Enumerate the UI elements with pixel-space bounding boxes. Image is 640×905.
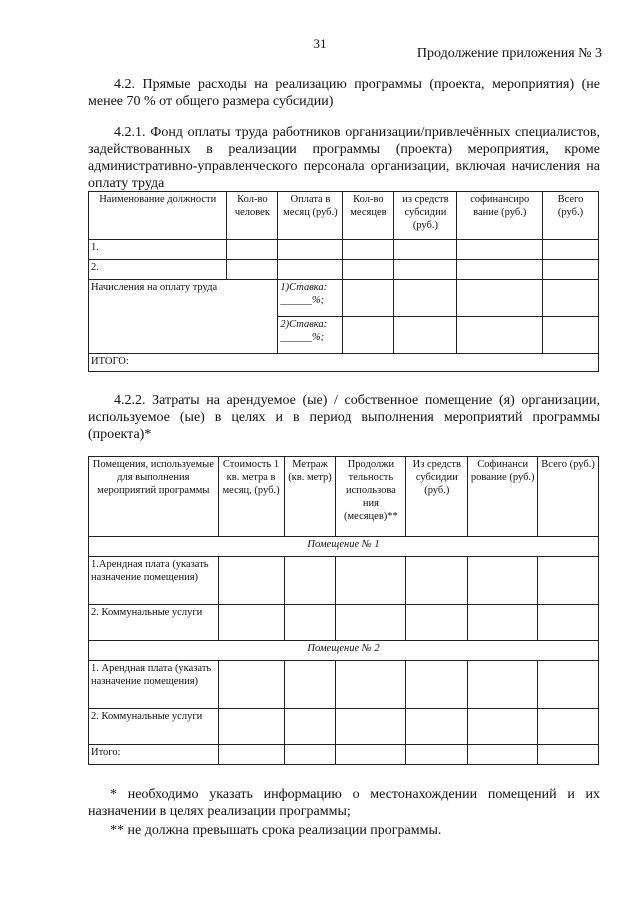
premises-table [88,456,599,765]
rate-2: 2)Ставка: ______%; [278,317,343,354]
salary-table [88,191,599,372]
premise-2-title: Помещение № 2 [89,641,599,661]
table-row [89,240,599,260]
premise-1-row [89,537,599,557]
total-row [89,354,599,372]
header-premises: Помещения, используемые для выполнения мероприятий программы [89,457,219,537]
header-subsidy: Из средств субсидии (руб.) [406,457,468,537]
section-4-2-text: 4.2. Прямые расходы на реализацию программы (проекта, мероприятия) (не менее 70 % от общего размера субсидии) [88,77,600,109]
footnote-2 [88,822,600,839]
header-count: Кол-во человек [227,192,278,240]
accruals-row-1 [89,280,599,317]
footnote-2-text: ** не должна превышать срока реализации программы. [110,823,442,838]
rent-2-label: 1. Арендная плата (указать назначение помещения) [89,661,219,709]
row-2-label: 2. [89,260,227,280]
table-row [89,557,599,605]
section-4-2 [88,76,600,110]
accruals-label: Начисления на оплату труда [89,280,278,354]
section-4-2-2-text: 4.2.2. Затраты на арендуемое (ые) / собственное помещение (я) организации, используемое (ые) в целях и в период выполнения мероприятий программы (проекта)* [88,393,600,442]
premise-2-row [89,641,599,661]
header-subsidy: из средств субсидии (руб.) [394,192,457,240]
row-1-label: 1. [89,240,227,260]
premise-1-title: Помещение № 1 [89,537,599,557]
header-cofinancing: Софинанси рование (руб.) [468,457,538,537]
section-4-2-1-text: 4.2.1. Фонд оплаты труда работников организации/привлечённых специалистов, задействованных в реализации программы (проекта) мероприятия, кроме административно-управленческого персонала организации, включая начисления на оплату труда [88,125,600,191]
header-total: Всего (руб.) [538,457,599,537]
header-months: Кол-во месяцев [343,192,394,240]
table-row [89,260,599,280]
page-number: 31 [313,36,327,51]
appendix-header: Продолжение приложения № 3 [416,46,602,61]
table-row [89,661,599,709]
header-total: Всего (руб.) [542,192,598,240]
table-row [89,709,599,745]
salary-header-row [89,192,599,240]
rent-1-label: 1.Арендная плата (указать назначение помещения) [89,557,219,605]
footnote-1 [88,786,600,820]
premises-total-label: Итого: [89,745,219,765]
rate-1: 1)Ставка: ______%; [278,280,343,317]
header-monthly-pay: Оплата в месяц (руб.) [278,192,343,240]
utilities-1-label: 2. Коммунальные услуги [89,605,219,641]
premises-header-row [89,457,599,537]
header-duration: Продолжи тельность использова ния (месяцев)** [336,457,406,537]
total-row [89,745,599,765]
table-row [89,605,599,641]
header-cofinancing: софинансиро вание (руб.) [457,192,543,240]
header-cost-per-sqm: Стоимость 1 кв. метра в месяц, (руб.) [218,457,284,537]
utilities-2-label: 2. Коммунальные услуги [89,709,219,745]
total-label: ИТОГО: [89,354,599,372]
section-4-2-2 [88,392,600,443]
section-4-2-1 [88,124,600,192]
footnote-1-text: * необходимо указать информацию о местонахождении помещений и их назначении в целях реализации программы; [88,787,600,819]
header-position: Наименование должности [89,192,227,240]
header-area: Метраж (кв. метр) [284,457,336,537]
